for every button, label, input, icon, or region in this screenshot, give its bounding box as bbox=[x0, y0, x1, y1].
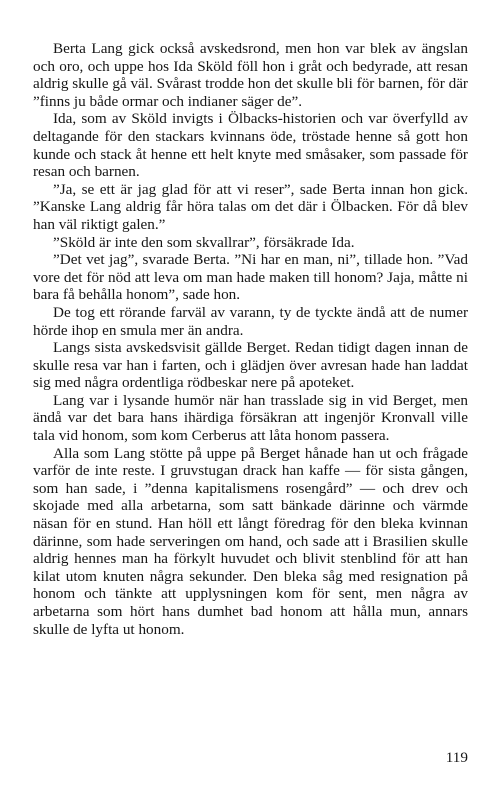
paragraph-4: ”Sköld är inte den som skvallrar”, försäkrade Ida. bbox=[53, 233, 355, 251]
paragraph-3: ”Ja, se ett är jag glad för att vi reser”, sade Berta innan hon gick. ”Kanske Lang aldrig får höra talas om det där i Ölbacken. För då blev han väl riktigt galen.” bbox=[33, 180, 468, 233]
paragraph-8: Lang var i lysande humör när han trasslade sig in vid Berget, men ändå var det bara hans ihärdiga försäkran att ingenjör Kronvall ville tala vid honom, som kom Cerberus att låta honom passera. bbox=[33, 391, 468, 445]
paragraph-1: Berta Lang gick också avskedsrond, men hon var blek av ängslan och oro, och uppe hos Ida Sköld föll hon i gråt och bedyrade, att resan aldrig skulle gå väl. Svårast trodde hon det skulle bli för barnen, för där ”finns ju både ormar och indianer säger de”. bbox=[33, 40, 468, 110]
paragraph-7: Langs sista avskedsvisit gällde Berget. Redan tidigt dagen innan de skulle resa var han i farten, och i glädjen över avresan hade han laddat sig med några ordentliga rödbeskar nere på apoteket. bbox=[33, 339, 468, 392]
paragraph-2: Ida, som av Sköld invigts i Ölbacks-historien och var överfylld av deltagande för den stackars kvinnans öde, tröstade henne så gott hon kunde och stack åt henne ett helt knyte med småsaker, som passade för resan och barnen. bbox=[33, 110, 468, 181]
paragraph-6: De tog ett rörande farväl av varann, ty de tyckte ändå att de numer hörde ihop en smula mer än andra. bbox=[33, 303, 468, 339]
page-number: 119 bbox=[445, 749, 468, 766]
paragraph-9: Alla som Lang stötte på uppe på Berget hånade han ut och frågade varför de inte reste. I gruvstugan drack han kaffe — för sista gången, som han sade, i ”denna kapitalismens rosengård” — och drev och skojade med alla arbetarna, som satt bänkade därinne och värmde näsan för en stund. Han höll ett långt föredrag för den bleka kvinnan därinne, som hade serveringen om hand, och sade att i Brasilien skulle aldrig hennes man ha förkylt huvudet och blivit stenblind för att han kilat utom knuten några sekunder. Den bleka såg med resignation på honom och tänkte att upplysningen kom för sent, men några av arbetarna som hört hans dumhet bad honom att hålla mun, annars skulle de lyfta ut honom. bbox=[33, 444, 468, 638]
paragraph-5: ”Det vet jag”, svarade Berta. ”Ni har en man, ni”, tillade hon. ”Vad vore det för nöd att leva om man hade maken till honom? Jaja, måtte ni bara få behålla honom”, sade hon. bbox=[33, 251, 468, 304]
body-text bbox=[33, 40, 468, 638]
